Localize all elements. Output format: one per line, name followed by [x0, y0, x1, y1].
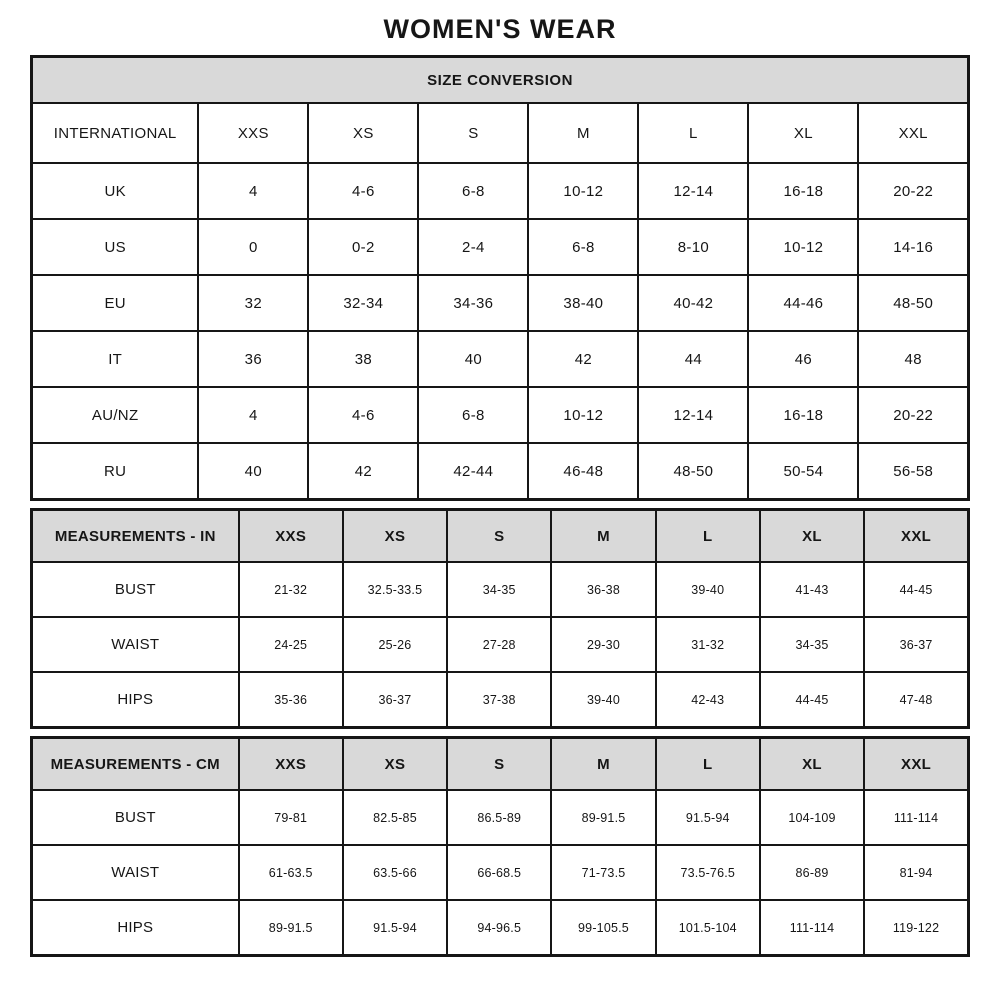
column-header-l: L — [638, 103, 748, 163]
data-cell: 81-94 — [864, 845, 968, 900]
data-cell: 91.5-94 — [343, 900, 447, 956]
column-header-xxl: XXL — [858, 103, 968, 163]
data-cell: 27-28 — [447, 617, 551, 672]
data-cell: 38 — [308, 331, 418, 387]
data-cell: 0 — [198, 219, 308, 275]
column-header-xxl: XXL — [864, 510, 968, 563]
data-cell: 34-35 — [760, 617, 864, 672]
data-cell: 38-40 — [528, 275, 638, 331]
column-header-xl: XL — [760, 510, 864, 563]
row-label: EU — [32, 275, 199, 331]
data-cell: 24-25 — [239, 617, 343, 672]
table-row — [32, 387, 969, 443]
data-cell: 4-6 — [308, 387, 418, 443]
page-title: WOMEN'S WEAR — [383, 14, 617, 44]
data-cell: 48 — [858, 331, 968, 387]
data-cell: 4 — [198, 387, 308, 443]
data-cell: 47-48 — [864, 672, 968, 728]
table-row — [32, 845, 969, 900]
data-cell: 35-36 — [239, 672, 343, 728]
size-conversion-corner-header: INTERNATIONAL — [32, 103, 199, 163]
data-cell: 46-48 — [528, 443, 638, 500]
column-header-l: L — [656, 510, 760, 563]
row-label: BUST — [32, 790, 239, 845]
table-row — [32, 900, 969, 956]
data-cell: 32 — [198, 275, 308, 331]
table-row — [32, 219, 969, 275]
data-cell: 94-96.5 — [447, 900, 551, 956]
data-cell: 8-10 — [638, 219, 748, 275]
data-cell: 32.5-33.5 — [343, 562, 447, 617]
data-cell: 0-2 — [308, 219, 418, 275]
row-label: HIPS — [32, 900, 239, 956]
size-conversion-table — [30, 55, 970, 501]
data-cell: 44-46 — [748, 275, 858, 331]
data-cell: 31-32 — [656, 617, 760, 672]
column-header-l: L — [656, 738, 760, 791]
size-conversion-banner: SIZE CONVERSION — [32, 57, 969, 104]
data-cell: 89-91.5 — [239, 900, 343, 956]
table-row — [32, 617, 969, 672]
data-cell: 25-26 — [343, 617, 447, 672]
data-cell: 14-16 — [858, 219, 968, 275]
row-label: AU/NZ — [32, 387, 199, 443]
data-cell: 2-4 — [418, 219, 528, 275]
data-cell: 44-45 — [864, 562, 968, 617]
data-cell: 56-58 — [858, 443, 968, 500]
table-row — [32, 790, 969, 845]
data-cell: 48-50 — [638, 443, 748, 500]
data-cell: 42 — [528, 331, 638, 387]
data-cell: 91.5-94 — [656, 790, 760, 845]
size-conversion-grid — [30, 55, 970, 501]
data-cell: 12-14 — [638, 163, 748, 219]
row-label: WAIST — [32, 617, 239, 672]
data-cell: 119-122 — [864, 900, 968, 956]
column-header-xl: XL — [748, 103, 858, 163]
table-row — [32, 672, 969, 728]
data-cell: 34-36 — [418, 275, 528, 331]
measurements-in-corner-header: MEASUREMENTS - IN — [32, 510, 239, 563]
data-cell: 89-91.5 — [551, 790, 655, 845]
data-cell: 6-8 — [418, 387, 528, 443]
data-cell: 111-114 — [760, 900, 864, 956]
row-label: UK — [32, 163, 199, 219]
data-cell: 79-81 — [239, 790, 343, 845]
data-cell: 101.5-104 — [656, 900, 760, 956]
table-row — [32, 331, 969, 387]
data-cell: 46 — [748, 331, 858, 387]
data-cell: 71-73.5 — [551, 845, 655, 900]
data-cell: 12-14 — [638, 387, 748, 443]
data-cell: 66-68.5 — [447, 845, 551, 900]
data-cell: 4-6 — [308, 163, 418, 219]
data-cell: 10-12 — [748, 219, 858, 275]
data-cell: 37-38 — [447, 672, 551, 728]
data-cell: 36-37 — [864, 617, 968, 672]
measurements-cm-table — [30, 736, 970, 957]
data-cell: 40 — [198, 443, 308, 500]
data-cell: 40-42 — [638, 275, 748, 331]
table-row — [32, 275, 969, 331]
data-cell: 29-30 — [551, 617, 655, 672]
data-cell: 99-105.5 — [551, 900, 655, 956]
data-cell: 42-43 — [656, 672, 760, 728]
data-cell: 21-32 — [239, 562, 343, 617]
data-cell: 40 — [418, 331, 528, 387]
row-label: WAIST — [32, 845, 239, 900]
data-cell: 39-40 — [656, 562, 760, 617]
data-cell: 50-54 — [748, 443, 858, 500]
table-row — [32, 443, 969, 500]
data-cell: 20-22 — [858, 387, 968, 443]
data-cell: 44-45 — [760, 672, 864, 728]
data-cell: 86.5-89 — [447, 790, 551, 845]
column-header-xs: XS — [343, 510, 447, 563]
data-cell: 48-50 — [858, 275, 968, 331]
column-header-xl: XL — [760, 738, 864, 791]
measurements-in-grid — [30, 508, 970, 729]
column-header-xxs: XXS — [198, 103, 308, 163]
data-cell: 36 — [198, 331, 308, 387]
row-label: BUST — [32, 562, 239, 617]
measurements-in-table — [30, 508, 970, 729]
row-label: US — [32, 219, 199, 275]
data-cell: 63.5-66 — [343, 845, 447, 900]
column-header-m: M — [528, 103, 638, 163]
data-cell: 36-37 — [343, 672, 447, 728]
data-cell: 32-34 — [308, 275, 418, 331]
column-header-xxs: XXS — [239, 738, 343, 791]
column-header-s: S — [418, 103, 528, 163]
measurements-cm-grid — [30, 736, 970, 957]
data-cell: 4 — [198, 163, 308, 219]
data-cell: 41-43 — [760, 562, 864, 617]
data-cell: 34-35 — [447, 562, 551, 617]
column-header-m: M — [551, 738, 655, 791]
data-cell: 16-18 — [748, 163, 858, 219]
column-header-s: S — [447, 510, 551, 563]
data-cell: 104-109 — [760, 790, 864, 845]
data-cell: 44 — [638, 331, 748, 387]
column-header-m: M — [551, 510, 655, 563]
column-header-xxs: XXS — [239, 510, 343, 563]
table-row — [32, 163, 969, 219]
column-header-xs: XS — [343, 738, 447, 791]
table-row — [32, 562, 969, 617]
data-cell: 86-89 — [760, 845, 864, 900]
data-cell: 42-44 — [418, 443, 528, 500]
row-label: IT — [32, 331, 199, 387]
row-label: HIPS — [32, 672, 239, 728]
data-cell: 10-12 — [528, 163, 638, 219]
data-cell: 111-114 — [864, 790, 968, 845]
data-cell: 16-18 — [748, 387, 858, 443]
data-cell: 6-8 — [528, 219, 638, 275]
data-cell: 42 — [308, 443, 418, 500]
column-header-s: S — [447, 738, 551, 791]
row-label: RU — [32, 443, 199, 500]
measurements-cm-corner-header: MEASUREMENTS - CM — [32, 738, 239, 791]
data-cell: 39-40 — [551, 672, 655, 728]
column-header-xs: XS — [308, 103, 418, 163]
data-cell: 36-38 — [551, 562, 655, 617]
data-cell: 73.5-76.5 — [656, 845, 760, 900]
data-cell: 61-63.5 — [239, 845, 343, 900]
column-header-xxl: XXL — [864, 738, 968, 791]
data-cell: 82.5-85 — [343, 790, 447, 845]
data-cell: 10-12 — [528, 387, 638, 443]
data-cell: 20-22 — [858, 163, 968, 219]
data-cell: 6-8 — [418, 163, 528, 219]
